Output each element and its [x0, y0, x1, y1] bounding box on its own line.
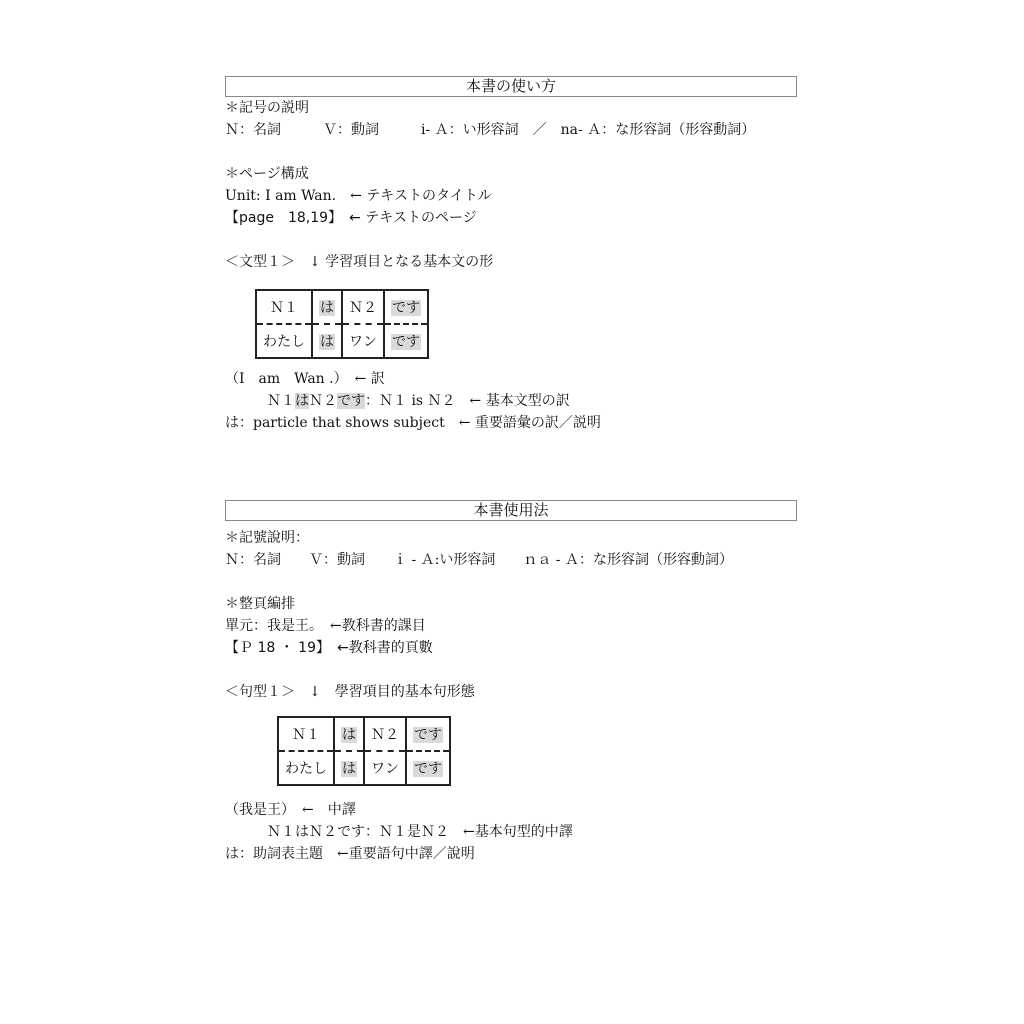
table-cell — [312, 290, 342, 324]
jp-page-heading: ＊ページ構成 — [225, 166, 309, 182]
cell-text: わたし — [285, 761, 327, 777]
jp-section — [225, 76, 797, 456]
table-cell — [406, 751, 450, 785]
zh-vocab-line: は：助詞表主題 ←重要語句中譯／說明 — [225, 846, 475, 862]
jp-pattern-table — [255, 289, 429, 359]
cell-text: Ｎ１ — [270, 300, 298, 316]
zh-page-line: 【Ｐ 18 ・ 19】 ←教科書的頁數 — [225, 640, 433, 656]
cell-text: ワン — [349, 334, 377, 350]
table-cell — [312, 324, 342, 358]
table-cell — [364, 751, 406, 785]
table-row — [256, 290, 428, 324]
jp-title: 本書の使い方 — [225, 76, 797, 97]
cell-text: は — [320, 300, 334, 316]
cell-text: ワン — [371, 761, 399, 777]
table-cell — [278, 717, 334, 751]
table-cell — [384, 324, 428, 358]
table-cell — [334, 717, 364, 751]
jp-page-line: 【page 18,19】 ← テキストのページ — [225, 210, 477, 226]
zh-basic-line: Ｎ１はＮ２です：Ｎ１是Ｎ２ ←基本句型的中譯 — [267, 824, 573, 840]
basic-wa: は — [295, 393, 309, 409]
cell-text: Ｎ１ — [292, 727, 320, 743]
cell-text: Ｎ２ — [349, 300, 377, 316]
basic-desu: です — [337, 393, 365, 409]
cell-text: です — [392, 334, 420, 350]
zh-unit-line: 單元：我是王。 ←教科書的課目 — [225, 618, 426, 634]
table-cell — [256, 324, 312, 358]
table-cell — [364, 717, 406, 751]
cell-text: は — [342, 761, 356, 777]
zh-page-heading: ＊整頁編排 — [225, 596, 295, 612]
cell-text: Ｎ２ — [371, 727, 399, 743]
zh-symbols-line: Ｎ：名詞 Ｖ：動詞 ｉ - Ａ:い形容詞 ｎａ - Ａ：な形容詞（形容動詞） — [225, 552, 733, 568]
table-cell — [406, 717, 450, 751]
zh-symbols-heading: ＊記號說明： — [225, 530, 309, 546]
jp-symbols-line: Ｎ：名詞 Ｖ：動詞 i- Ａ：い形容詞 ／ na- Ａ：な形容詞（形容動詞） — [225, 122, 756, 138]
table-row — [278, 751, 450, 785]
jp-symbols-heading: ＊記号の説明 — [225, 100, 309, 116]
jp-unit-line: Unit: I am Wan. ← テキストのタイトル — [225, 188, 492, 204]
table-row — [256, 324, 428, 358]
jp-vocab-line: は：particle that shows subject ← 重要語彙の訳／説明 — [225, 415, 601, 431]
jp-pattern-line: ＜文型１＞ ↓ 学習項目となる基本文の形 — [225, 254, 494, 270]
jp-translation-line: （I am Wan .） ← 訳 — [225, 371, 385, 387]
zh-pattern-table — [277, 716, 451, 786]
table-row — [278, 717, 450, 751]
zh-title: 本書使用法 — [225, 500, 797, 521]
table-cell — [342, 324, 384, 358]
cell-text: です — [414, 727, 442, 743]
zh-translation-line: （我是王） ← 中譯 — [225, 802, 356, 818]
table-cell — [334, 751, 364, 785]
basic-n1: Ｎ１ — [267, 393, 295, 409]
cell-text: わたし — [263, 334, 305, 350]
table-cell — [278, 751, 334, 785]
cell-text: は — [342, 727, 356, 743]
table-cell — [256, 290, 312, 324]
table-cell — [342, 290, 384, 324]
basic-n2: Ｎ２ — [309, 393, 337, 409]
basic-translation: ：Ｎ１ is Ｎ２ ← 基本文型の訳 — [365, 393, 570, 409]
zh-section — [225, 500, 797, 870]
cell-text: は — [320, 334, 334, 350]
jp-basic-line — [267, 392, 570, 410]
zh-pattern-line: ＜句型１＞ ↓ 學習項目的基本句形態 — [225, 684, 475, 700]
cell-text: です — [392, 300, 420, 316]
cell-text: です — [414, 761, 442, 777]
table-cell — [384, 290, 428, 324]
